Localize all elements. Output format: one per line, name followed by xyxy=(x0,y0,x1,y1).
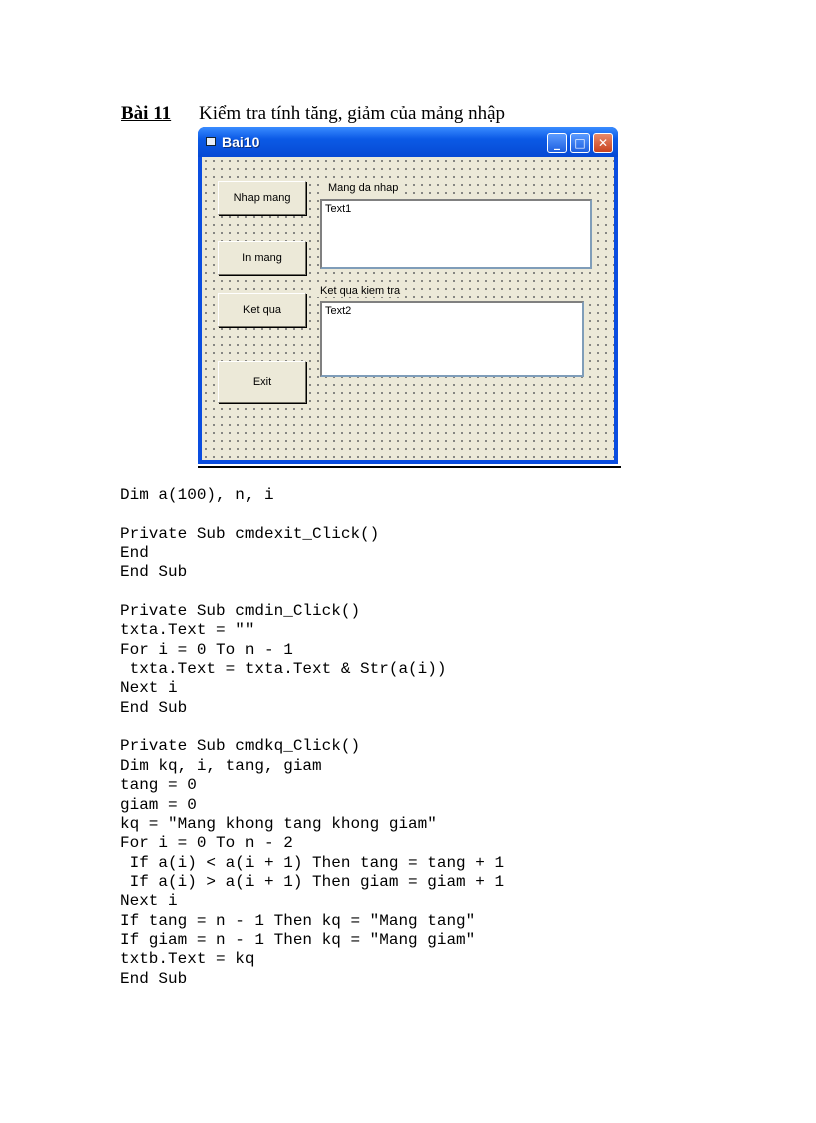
code-line xyxy=(120,505,504,524)
code-line: Private Sub cmdin_Click() xyxy=(120,602,361,621)
code-line: If a(i) > a(i + 1) Then giam = giam + 1 xyxy=(120,872,505,891)
code-line: Next i xyxy=(120,892,178,911)
code-line: End Sub xyxy=(120,969,188,988)
code-line: If tang = n - 1 Then kq = "Mang tang" xyxy=(120,911,476,930)
exercise-title: Kiểm tra tính tăng, giảm của mảng nhập xyxy=(199,103,506,124)
code-line xyxy=(120,718,504,737)
code-line: End Sub xyxy=(120,698,188,717)
close-button[interactable]: ✕ xyxy=(593,133,613,153)
exercise-number: Bài 11 xyxy=(121,103,172,124)
form-client-area xyxy=(202,157,614,460)
window-divider xyxy=(198,466,621,468)
code-line: Dim a(100), n, i xyxy=(120,486,274,504)
maximize-button[interactable]: □ xyxy=(570,133,590,153)
ket-qua-button[interactable]: Ket qua xyxy=(218,293,306,327)
exit-button[interactable]: Exit xyxy=(218,361,306,403)
code-line: Private Sub cmdexit_Click() xyxy=(120,524,380,543)
code-line: Next i xyxy=(120,679,178,698)
ket-qua-kiem-tra-label: Ket qua kiem tra xyxy=(316,285,404,297)
code-listing xyxy=(120,486,504,989)
text1-textbox[interactable]: Text1 xyxy=(320,199,592,269)
code-line: txta.Text = txta.Text & Str(a(i)) xyxy=(120,660,447,679)
code-line: Private Sub cmdkq_Click() xyxy=(120,737,361,756)
nhap-mang-button[interactable]: Nhap mang xyxy=(218,181,306,215)
code-line: tang = 0 xyxy=(120,776,197,795)
text2-textbox[interactable]: Text2 xyxy=(320,301,584,377)
form-icon xyxy=(206,137,216,146)
code-line: For i = 0 To n - 2 xyxy=(120,834,293,853)
code-line: giam = 0 xyxy=(120,795,197,814)
window-title: Bai10 xyxy=(222,134,260,150)
code-line: If a(i) < a(i + 1) Then tang = tang + 1 xyxy=(120,853,505,872)
code-line: End xyxy=(120,544,149,563)
vb-form-window xyxy=(198,127,618,464)
mang-da-nhap-label: Mang da nhap xyxy=(324,182,402,194)
code-line: txta.Text = "" xyxy=(120,621,255,640)
code-line: For i = 0 To n - 1 xyxy=(120,640,293,659)
in-mang-button[interactable]: In mang xyxy=(218,241,306,275)
code-line: End Sub xyxy=(120,563,188,582)
title-bar[interactable] xyxy=(198,127,618,157)
code-line: kq = "Mang khong tang khong giam" xyxy=(120,814,437,833)
exercise-heading xyxy=(121,103,506,125)
code-line: If giam = n - 1 Then kq = "Mang giam" xyxy=(120,930,476,949)
code-line xyxy=(120,583,504,602)
code-line: Dim kq, i, tang, giam xyxy=(120,756,322,775)
minimize-button[interactable]: _ xyxy=(547,133,567,153)
code-line: txtb.Text = kq xyxy=(120,950,255,969)
